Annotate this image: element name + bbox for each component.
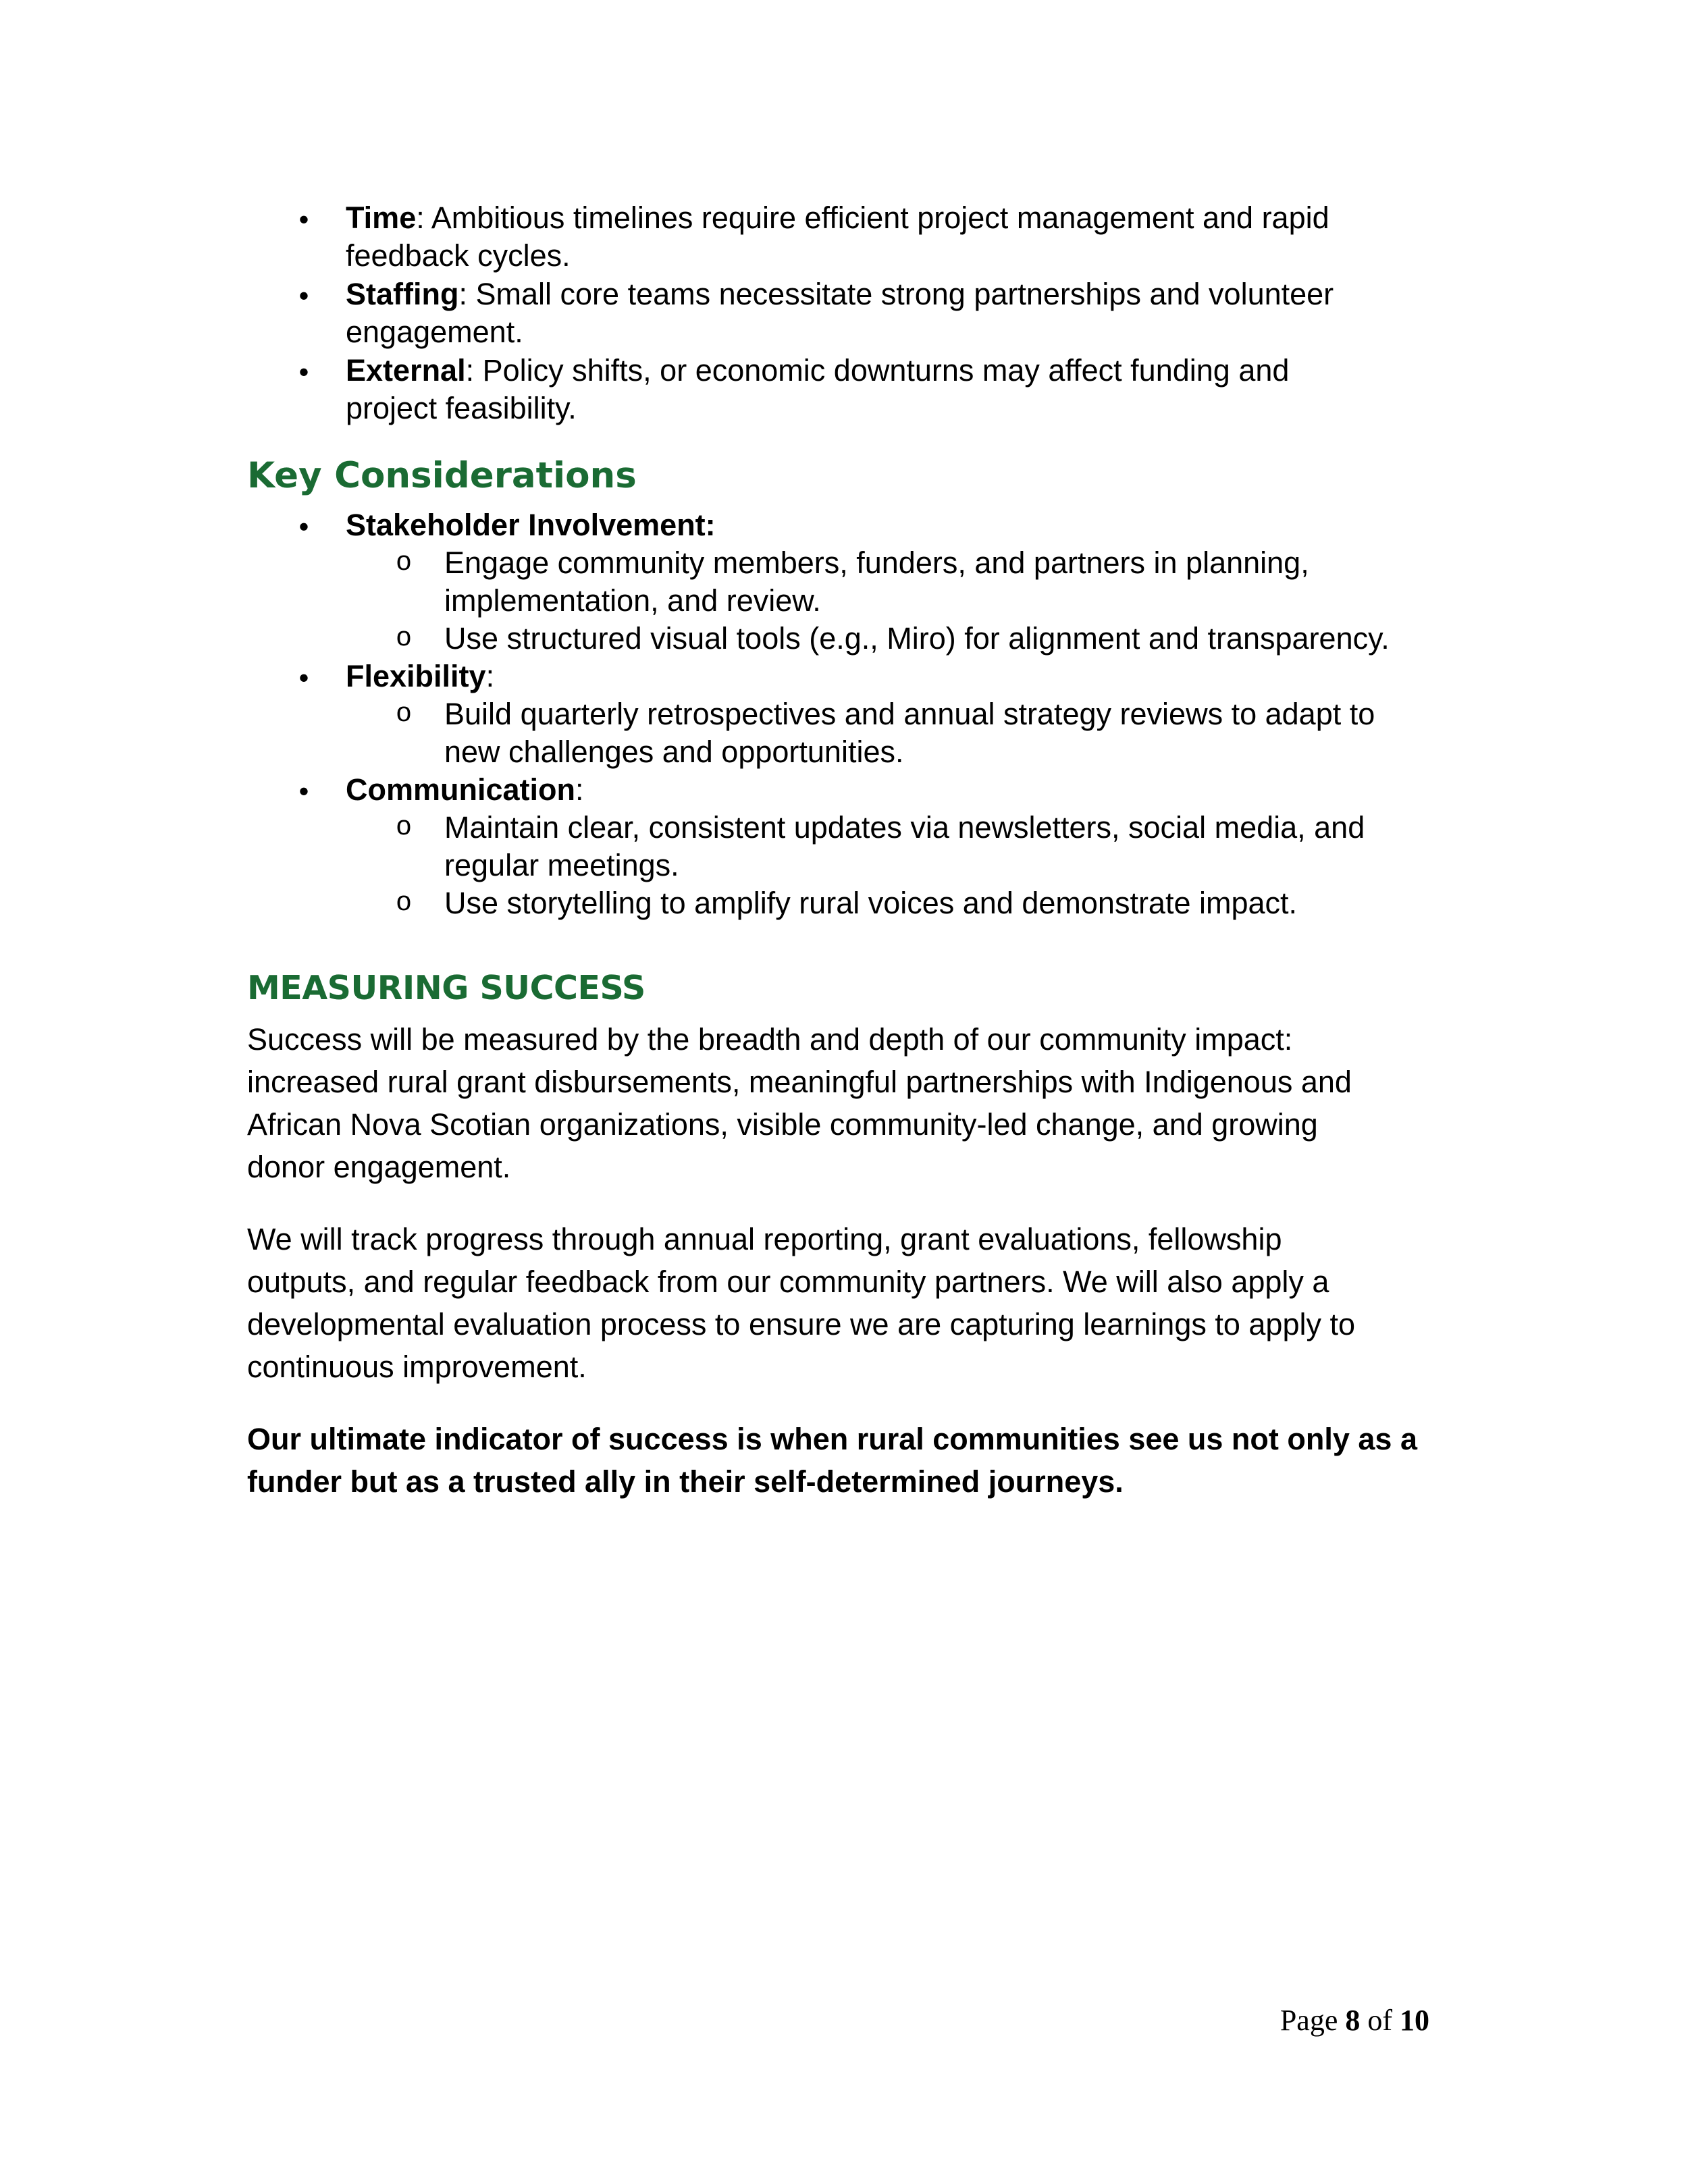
constraint-sep: : xyxy=(465,353,475,388)
consideration-term: Stakeholder Involvement: xyxy=(346,508,716,542)
paragraph-success-measures xyxy=(247,1018,1449,1188)
sub-item-text-cont: new challenges and opportunities. xyxy=(444,735,904,769)
constraint-term: Staffing xyxy=(346,277,459,311)
paragraph-ultimate-indicator xyxy=(247,1418,1449,1503)
sub-bullet-icon: o xyxy=(396,546,412,576)
of-label: of xyxy=(1367,2004,1392,2037)
consideration-sep: : xyxy=(485,659,495,693)
bullet-icon: • xyxy=(298,510,309,542)
paragraph-line: donor engagement. xyxy=(247,1150,511,1184)
constraint-text: Small core teams necessitate strong partnerships and volunteer xyxy=(467,277,1334,311)
paragraph-line: African Nova Scotian organizations, visible community-led change, and growing xyxy=(247,1107,1318,1142)
constraint-sep: : xyxy=(416,201,425,235)
sub-item-text: Use storytelling to amplify rural voices and demonstrate impact. xyxy=(444,886,1298,920)
page-label: Page xyxy=(1280,2004,1338,2037)
paragraph-line: outputs, and regular feedback from our community partners. We will also apply a xyxy=(247,1264,1329,1299)
constraint-text: Policy shifts, or economic downturns may affect funding and xyxy=(474,353,1290,388)
sub-bullet-icon: o xyxy=(396,622,412,651)
bullet-icon: • xyxy=(298,203,309,235)
paragraph-line: increased rural grant disbursements, meaningful partnerships with Indigenous and xyxy=(247,1065,1352,1099)
sub-item-text: Use structured visual tools (e.g., Miro) for alignment and transparency. xyxy=(444,621,1390,656)
sub-item-text: Maintain clear, consistent updates via newsletters, social media, and xyxy=(444,810,1365,845)
consideration-term: Communication xyxy=(346,772,576,807)
paragraph-line: Success will be measured by the breadth and depth of our community impact: xyxy=(247,1022,1293,1057)
constraint-sep: : xyxy=(458,277,467,311)
sub-item-text: Engage community members, funders, and partners in planning, xyxy=(444,545,1309,580)
page-number-footer xyxy=(1280,2002,1429,2040)
paragraph-tracking-progress xyxy=(247,1218,1449,1388)
constraint-term: Time xyxy=(346,201,417,235)
paragraph-line: We will track progress through annual reporting, grant evaluations, fellowship xyxy=(247,1222,1282,1256)
current-page-number: 8 xyxy=(1345,2004,1361,2037)
sub-item-text: Build quarterly retrospectives and annual strategy reviews to adapt to xyxy=(444,697,1375,731)
sub-bullet-icon: o xyxy=(396,697,412,727)
paragraph-line: Our ultimate indicator of success is when rural communities see us not only as a xyxy=(247,1422,1417,1456)
sub-item-text-cont: regular meetings. xyxy=(444,848,679,882)
bullet-icon: • xyxy=(298,775,309,807)
constraint-term: External xyxy=(346,353,466,388)
section-heading-measuring-success: MEASURING SUCCESS xyxy=(247,969,645,1007)
constraint-text: Ambitious timelines require efficient project management and rapid xyxy=(424,201,1329,235)
consideration-term: Flexibility xyxy=(346,659,486,693)
bullet-icon: • xyxy=(298,662,309,693)
sub-bullet-icon: o xyxy=(396,886,412,916)
constraint-text-cont: engagement. xyxy=(346,315,523,349)
paragraph-line: funder but as a trusted ally in their self-determined journeys. xyxy=(247,1464,1124,1499)
paragraph-line: continuous improvement. xyxy=(247,1350,587,1384)
bullet-icon: • xyxy=(298,356,309,388)
sub-bullet-icon: o xyxy=(396,811,412,841)
total-page-count: 10 xyxy=(1400,2004,1429,2037)
constraint-text-cont: project feasibility. xyxy=(346,391,577,425)
constraint-text-cont: feedback cycles. xyxy=(346,238,571,273)
sub-item-text-cont: implementation, and review. xyxy=(444,583,821,618)
consideration-sep: : xyxy=(575,772,584,807)
bullet-icon: • xyxy=(298,279,309,311)
section-heading-key-considerations: Key Considerations xyxy=(247,455,637,496)
paragraph-line: developmental evaluation process to ensure we are capturing learnings to apply to xyxy=(247,1307,1356,1341)
